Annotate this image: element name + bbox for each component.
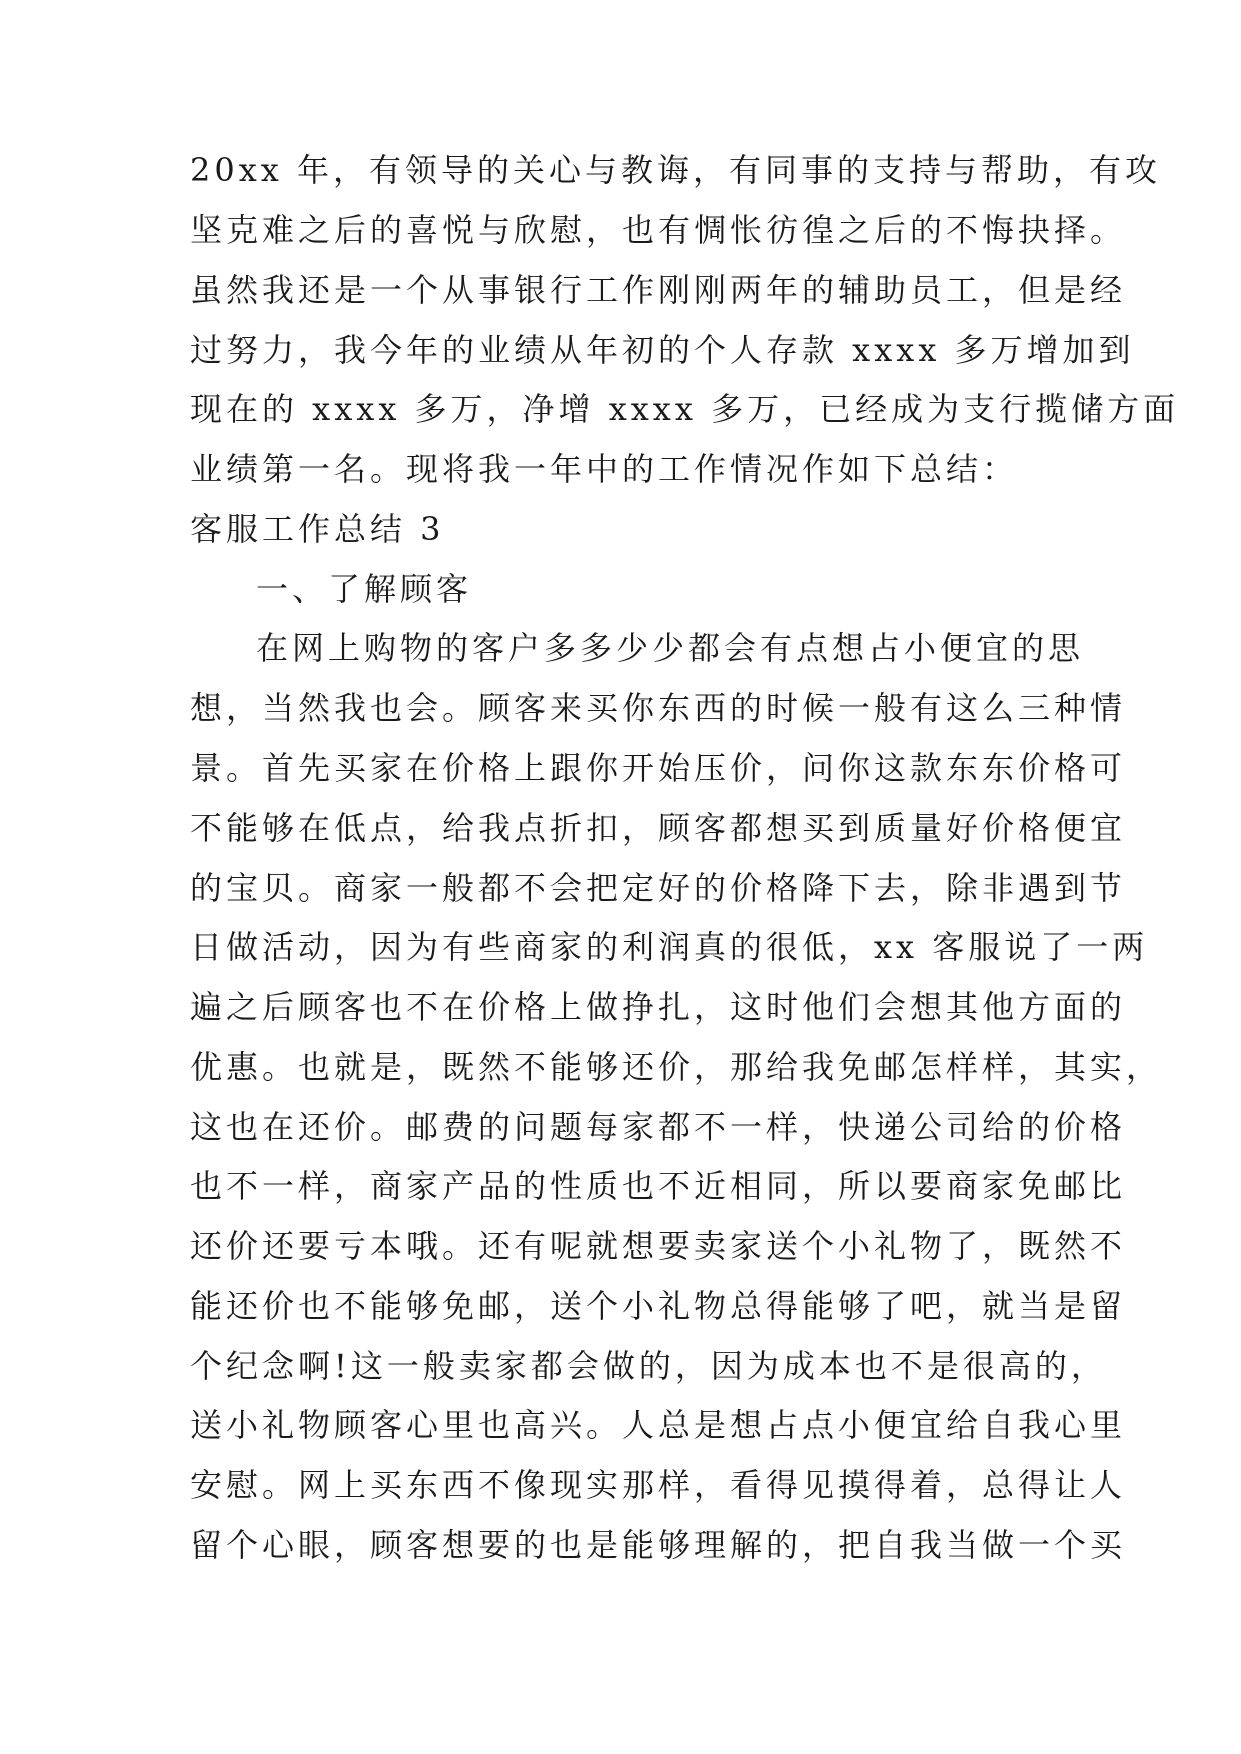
paragraph-line: 20xx 年，有领导的关心与教诲，有同事的支持与帮助，有攻 bbox=[190, 151, 1161, 189]
paragraph-line: 安慰。网上买东西不像现实那样，看得见摸得着，总得让人 bbox=[190, 1466, 1127, 1504]
paragraph-line: 个纪念啊!这一般卖家都会做的，因为成本也不是很高的， bbox=[190, 1347, 1107, 1385]
paragraph-line: 想，当然我也会。顾客来买你东西的时候一般有这么三种情 bbox=[190, 689, 1127, 727]
paragraph-line: 现在的 xxxx 多万，净增 xxxx 多万，已经成为支行揽储方面 bbox=[190, 390, 1180, 428]
paragraph-line: 不能够在低点，给我点折扣，顾客都想买到质量好价格便宜 bbox=[190, 809, 1127, 847]
paragraph-line: 虽然我还是一个从事银行工作刚刚两年的辅助员工，但是经 bbox=[190, 271, 1127, 309]
paragraph-line: 景。首先买家在价格上跟你开始压价，问你这款东东价格可 bbox=[190, 749, 1127, 787]
paragraph-line: 的宝贝。商家一般都不会把定好的价格降下去，除非遇到节 bbox=[190, 869, 1127, 907]
paragraph-line: 坚克难之后的喜悦与欣慰，也有惆怅彷徨之后的不悔抉择。 bbox=[190, 211, 1127, 249]
paragraph-line: 优惠。也就是，既然不能够还价，那给我免邮怎样样，其实， bbox=[190, 1048, 1163, 1086]
paragraph-line: 还价还要亏本哦。还有呢就想要卖家送个小礼物了，既然不 bbox=[190, 1227, 1127, 1265]
paragraph-line: 能还价也不能够免邮，送个小礼物总得能够了吧，就当是留 bbox=[190, 1287, 1127, 1325]
paragraph-line: 也不一样，商家产品的性质也不近相同，所以要商家免邮比 bbox=[190, 1167, 1127, 1205]
paragraph-line: 这也在还价。邮费的问题每家都不一样，快递公司给的价格 bbox=[190, 1108, 1127, 1146]
paragraph-line: 过努力，我今年的业绩从年初的个人存款 xxxx 多万增加到 bbox=[190, 331, 1135, 369]
section-heading: 客服工作总结 3 bbox=[190, 510, 445, 548]
paragraph-line: 日做活动，因为有些商家的利润真的很低，xx 客服说了一两 bbox=[190, 928, 1149, 966]
paragraph-line: 业绩第一名。现将我一年中的工作情况作如下总结： bbox=[190, 450, 1019, 488]
paragraph-line: 送小礼物顾客心里也高兴。人总是想占点小便宜给自我心里 bbox=[190, 1406, 1127, 1444]
subsection-heading: 一、了解顾客 bbox=[256, 570, 473, 608]
paragraph-line: 留个心眼，顾客想要的也是能够理解的，把自我当做一个买 bbox=[190, 1526, 1127, 1564]
paragraph-line: 在网上购物的客户多多少少都会有点想占小便宜的思 bbox=[256, 629, 1085, 667]
paragraph-line: 遍之后顾客也不在价格上做挣扎，这时他们会想其他方面的 bbox=[190, 988, 1127, 1026]
